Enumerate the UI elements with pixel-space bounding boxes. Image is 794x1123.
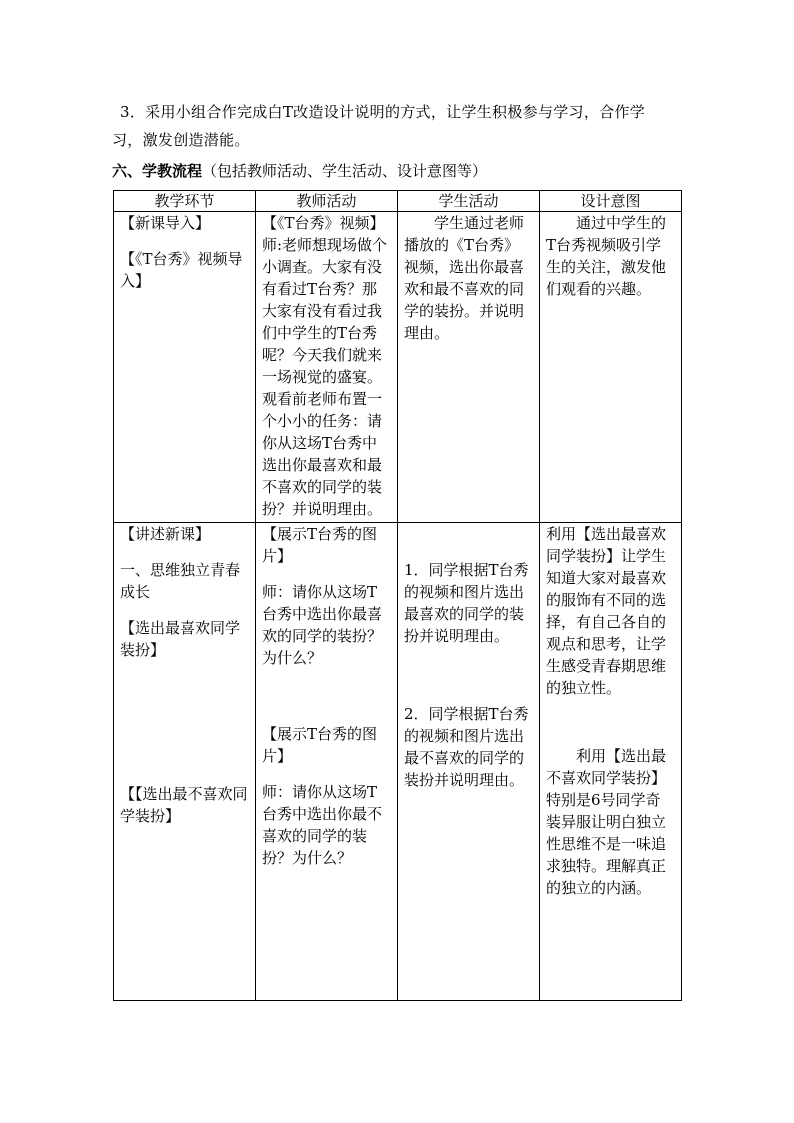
row2-stage-item1: 【选出最喜欢同学装扮】: [120, 619, 241, 659]
row1-stage-sub: 【《T台秀》视频导入】: [120, 250, 243, 290]
row2-stage-item2: 【【选出最不喜欢同学装扮】: [120, 785, 248, 825]
row1-design-text: 通过中学生的T台秀视频吸引学生的关注，激发他们观看的兴趣。: [546, 214, 667, 298]
table-row: [114, 523, 682, 1001]
section-heading: [112, 160, 487, 181]
header-teacher: 教师活动: [256, 191, 398, 212]
row2-design-2: 利用【选出最不喜欢同学装扮】特别是6号同学奇装异服让明白独立性思维不是一味追求独特。理解真正的独立的内涵。: [546, 747, 667, 897]
row2-teacher-b-text: 师：请你从这场T台秀中选出你最不喜欢的同学的装扮？为什么？: [262, 783, 383, 867]
row2-student-1: 1．同学根据T台秀的视频和图片选出最喜欢的同学的装扮并说明理由。: [404, 561, 529, 645]
row1-stage: [114, 212, 256, 523]
row1-teacher-text: 师:老师想现场做个小调查。大家有没有看过T台秀？那大家有没有看过我们中学生的T台秀呢？今天我们就来一场视觉的盛宴。观看前老师布置一个小小的任务：请你从这场T台秀中选出你最喜欢和最不喜欢的同学的装扮？并说明理由。: [262, 236, 388, 518]
row2-teacher-a-title: 【展示T台秀的图片】: [262, 525, 378, 565]
row1-student-text: 学生通过老师播放的《T台秀》视频，选出你最喜欢和最不喜欢的同学的装扮。并说明理由。: [404, 214, 525, 342]
intro-line-1: 3．采用小组合作完成白T改造设计说明的方式，让学生积极参与学习，合作学: [120, 103, 646, 121]
header-stage: 教学环节: [114, 191, 256, 212]
row1-student: [398, 212, 540, 523]
lesson-flow-table: [113, 190, 682, 1001]
table-row: [114, 212, 682, 523]
row2-design: [540, 523, 682, 1001]
row2-teacher: [256, 523, 398, 1001]
row1-teacher-title: 【《T台秀》视频】: [262, 214, 385, 232]
row2-student: [398, 523, 540, 1001]
header-design: 设计意图: [540, 191, 682, 212]
header-student: 学生活动: [398, 191, 540, 212]
row1-design: [540, 212, 682, 523]
row2-stage: [114, 523, 256, 1001]
table-header-row: [114, 191, 682, 212]
row2-teacher-a-text: 师：请你从这场T台秀中选出你最喜欢的同学的装扮？为什么？: [262, 583, 383, 667]
section-note: （包括教师活动、学生活动、设计意图等）: [202, 162, 488, 180]
row2-teacher-b-title: 【展示T台秀的图片】: [262, 725, 378, 765]
intro-line-2: 习，激发创造潜能。: [112, 131, 250, 149]
row1-teacher: [256, 212, 398, 523]
row2-design-1: 利用【选出最喜欢同学装扮】让学生知道大家对最喜欢的服饰有不同的选择，有自己各自的观点和思考，让学生感受青春期思维的独立性。: [546, 525, 667, 697]
section-title: 六、学教流程: [112, 162, 203, 180]
row2-student-2: 2．同学根据T台秀的视频和图片选出最不喜欢的同学的装扮并说明理由。: [404, 705, 529, 789]
row2-stage-title: 【讲述新课】: [120, 525, 211, 543]
row1-stage-title: 【新课导入】: [120, 214, 211, 232]
row2-stage-sub: 一、思维独立青春成长: [120, 561, 241, 601]
